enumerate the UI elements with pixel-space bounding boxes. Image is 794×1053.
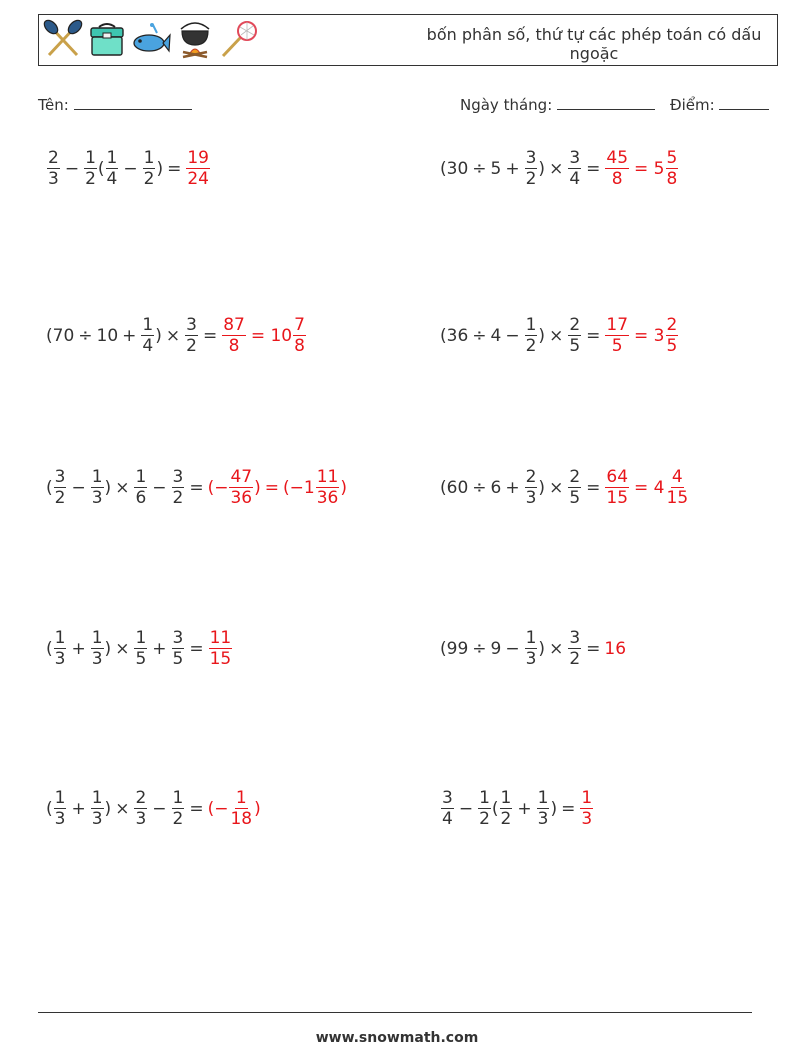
score-field[interactable] [670,95,769,114]
fraction: $\frac{1}{3}$ [54,628,66,669]
problem-6: (60 ÷ 6 + $\frac{2}{3}$ ) × $\frac{2}{5}$ = $\frac{64}{15}$ = 4 $\frac{4}{15}$ [440,467,689,508]
fraction: $\frac{1}{2}$ [500,788,512,829]
fraction: $\frac{3}{2}$ [525,148,537,189]
fraction: $\frac{2}{5}$ [569,315,581,356]
answer: (− $\frac{47}{36}$ ) = (−1 $\frac{11}{36}$ ) [207,467,347,508]
cooler-box-icon [87,19,127,59]
answer: $\frac{17}{5}$ = 3 $\frac{2}{5}$ [606,315,678,356]
fishing-net-icon [219,19,259,59]
fraction: $\frac{3}{5}$ [172,628,184,669]
fraction: $\frac{2}{5}$ [569,467,581,508]
problem-5: ( $\frac{3}{2}$ − $\frac{1}{3}$ ) × $\frac{1}{6}$ − $\frac{3}{2}$ = (− $\frac{47}{36}$ ) = (−1 $\frac{11}{36}$ ) [46,467,347,508]
worksheet-header [38,14,778,66]
fraction: $\frac{3}{2}$ [172,467,184,508]
footer-url[interactable]: www.snowmath.com [315,1030,479,1046]
date-line[interactable] [557,95,655,110]
name-field[interactable] [38,95,192,114]
answer: 16 [604,638,627,659]
answer: $\frac{19}{24}$ [187,148,209,189]
problem-9: ( $\frac{1}{3}$ + $\frac{1}{3}$ ) × $\frac{2}{3}$ − $\frac{1}{2}$ = (− $\frac{1}{18}$ ) [46,788,261,829]
fraction: $\frac{1}{3}$ [91,467,103,508]
problem-7: ( $\frac{1}{3}$ + $\frac{1}{3}$ ) × $\frac{1}{5}$ + $\frac{3}{5}$ = $\frac{11}{15}$ [46,628,232,669]
fraction: $\frac{1}{3}$ [537,788,549,829]
header-icons [43,19,259,59]
fraction: $\frac{1}{2}$ [172,788,184,829]
name-line[interactable] [74,95,192,110]
fraction: $\frac{1}{3}$ [91,788,103,829]
fraction: $\frac{1}{4}$ [142,315,154,356]
fraction: $\frac{3}{2}$ [54,467,66,508]
problem-2: (30 ÷ 5 + $\frac{3}{2}$ ) × $\frac{3}{4}$ = $\frac{45}{8}$ = 5 $\frac{5}{8}$ [440,148,678,189]
fraction: $\frac{1}{5}$ [135,628,147,669]
answer: $\frac{64}{15}$ = 4 $\frac{4}{15}$ [606,467,689,508]
fraction: $\frac{3}{4}$ [569,148,581,189]
problem-3: (70 ÷ 10 + $\frac{1}{4}$ ) × $\frac{3}{2}$ = $\frac{87}{8}$ = 10 $\frac{7}{8}$ [46,315,305,356]
name-label: Tên: [38,96,69,114]
fraction: $\frac{1}{2}$ [85,148,96,189]
answer: $\frac{11}{15}$ [209,628,232,669]
fraction: $\frac{1}{3}$ [54,788,66,829]
fish-icon [131,19,171,59]
fraction: $\frac{1}{2}$ [143,148,155,189]
fraction: $\frac{2}{3}$ [525,467,537,508]
campfire-pot-icon [175,19,215,59]
fraction: $\frac{2}{3}$ [48,148,59,189]
problem-10: $\frac{3}{4}$ − $\frac{1}{2}$ ( $\frac{1}{2}$ + $\frac{1}{3}$ ) = $\frac{1}{3}$ [442,788,593,829]
paddles-icon [43,19,83,59]
fraction: $\frac{1}{3}$ [525,628,537,669]
answer: $\frac{87}{8}$ = 10 $\frac{7}{8}$ [223,315,305,356]
footer-divider [38,1012,752,1013]
fraction: $\frac{3}{2}$ [186,315,197,356]
fraction: $\frac{1}{3}$ [91,628,103,669]
date-field[interactable] [460,95,655,114]
score-label: Điểm: [670,96,715,114]
answer: (− $\frac{1}{18}$ ) [207,788,261,829]
problem-4: (36 ÷ 4 − $\frac{1}{2}$ ) × $\frac{2}{5}$ = $\frac{17}{5}$ = 3 $\frac{2}{5}$ [440,315,678,356]
answer: $\frac{1}{3}$ [581,788,593,829]
fraction: $\frac{3}{4}$ [442,788,453,829]
score-line[interactable] [719,95,769,110]
fraction: $\frac{1}{2}$ [525,315,537,356]
fraction: $\frac{3}{2}$ [569,628,581,669]
problem-1: $\frac{2}{3}$ − $\frac{1}{2}$ ( $\frac{1}{4}$ − $\frac{1}{2}$ ) = $\frac{19}{24}$ [48,148,209,189]
fraction: $\frac{1}{6}$ [135,467,147,508]
fraction: $\frac{1}{2}$ [479,788,490,829]
worksheet-title: bốn phân số, thứ tự các phép toán có dấu ngoặc [426,25,762,63]
problem-8: (99 ÷ 9 − $\frac{1}{3}$ ) × $\frac{3}{2}$ = 16 [440,628,627,669]
fraction: $\frac{2}{3}$ [135,788,147,829]
fraction: $\frac{1}{4}$ [106,148,118,189]
date-label: Ngày tháng: [460,96,553,114]
answer: $\frac{45}{8}$ = 5 $\frac{5}{8}$ [606,148,678,189]
